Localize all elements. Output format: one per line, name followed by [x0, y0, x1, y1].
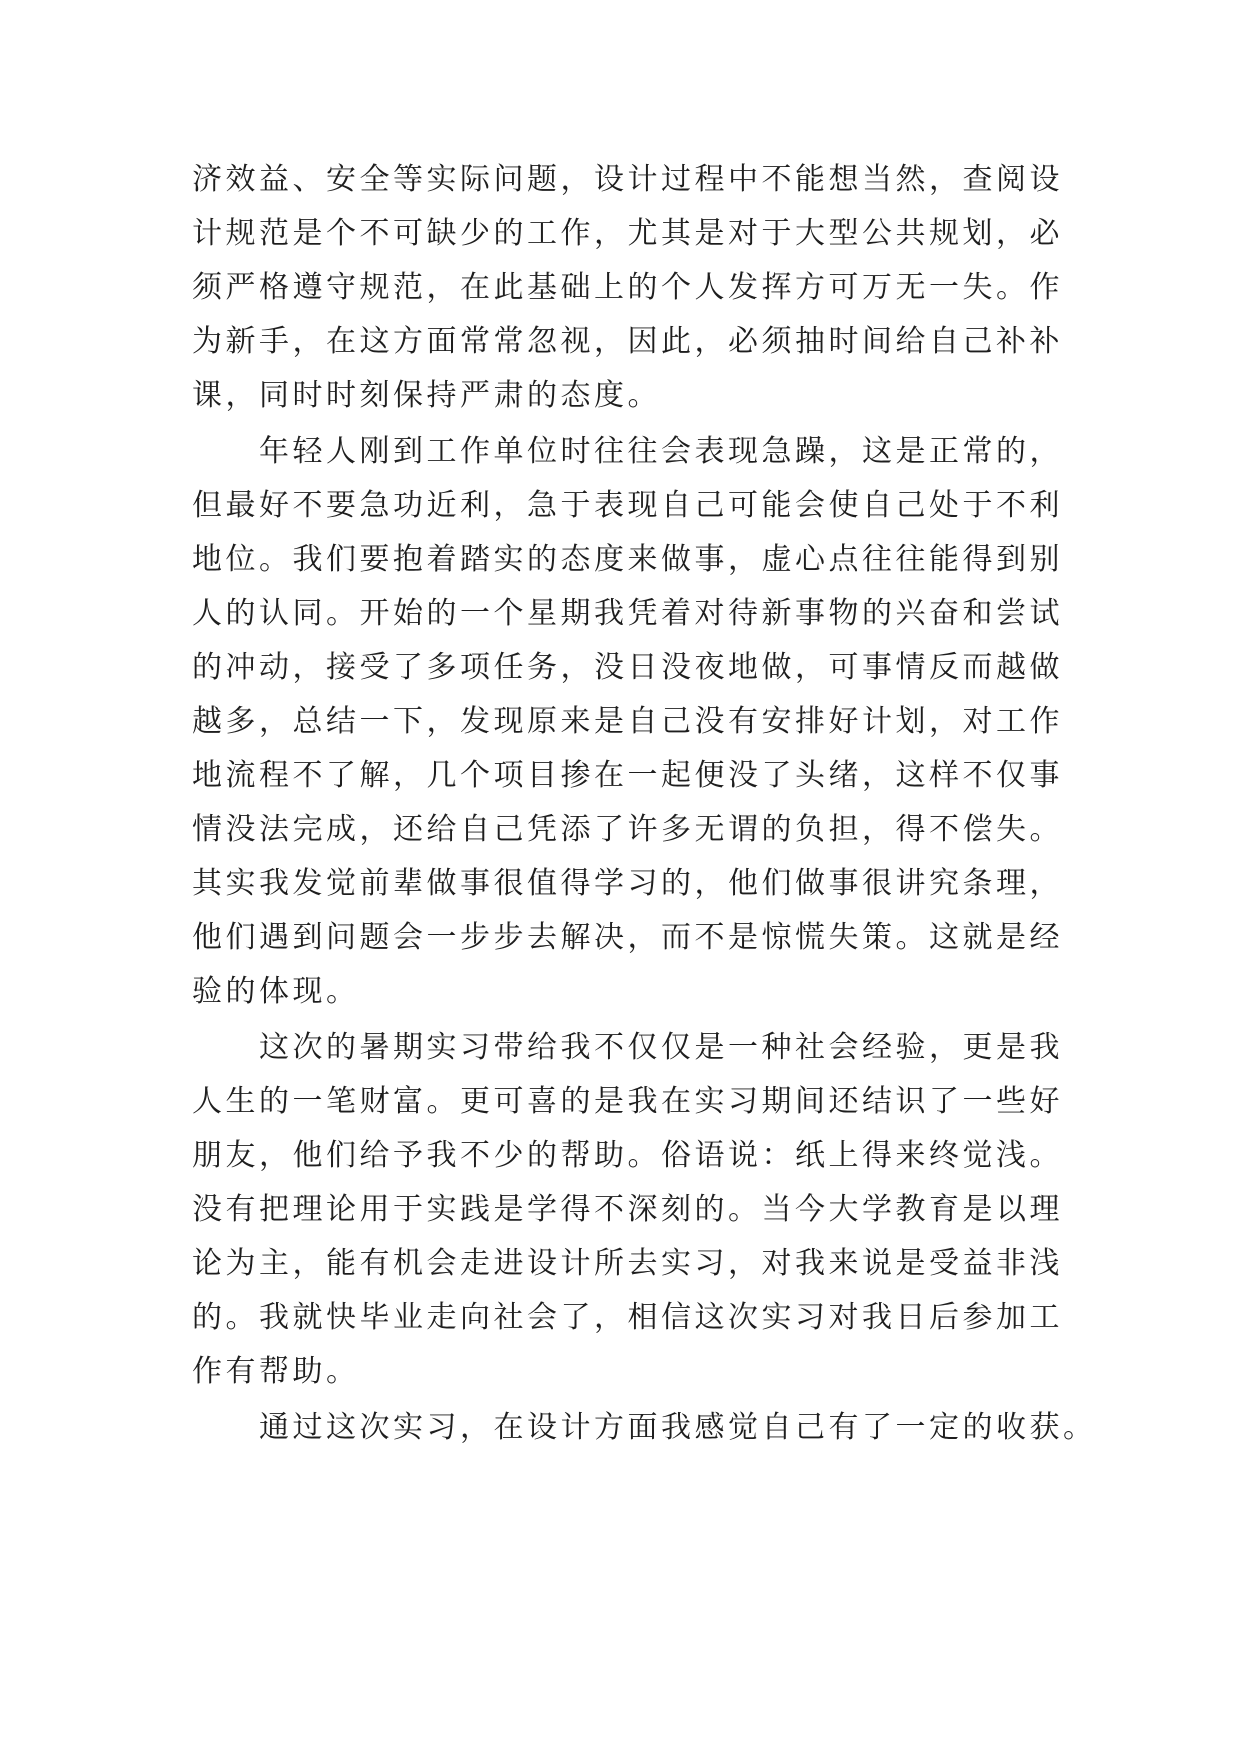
text-line: 计规范是个不可缺少的工作，尤其是对于大型公共规划，必 — [192, 216, 1063, 251]
text-line: 的。我就快毕业走向社会了，相信这次实习对我日后参加工 — [192, 1300, 1063, 1335]
text-line: 验的体现。 — [192, 974, 360, 1009]
text-line: 其实我发觉前辈做事很值得学习的，他们做事很讲究条理， — [192, 866, 1063, 901]
text-line: 他们遇到问题会一步步去解决，而不是惊慌失策。这就是经 — [192, 920, 1063, 955]
text-line: 课，同时时刻保持严肃的态度。 — [192, 378, 661, 413]
text-line: 的冲动，接受了多项任务，没日没夜地做，可事情反而越做 — [192, 650, 1063, 685]
text-line: 情没法完成，还给自己凭添了许多无谓的负担，得不偿失。 — [192, 812, 1063, 847]
text-line: 越多，总结一下，发现原来是自己没有安排好计划，对工作 — [192, 704, 1063, 739]
text-line: 通过这次实习，在设计方面我感觉自己有了一定的收获。 — [192, 1410, 1097, 1445]
text-line: 人生的一笔财富。更可喜的是我在实习期间还结识了一些好 — [192, 1084, 1063, 1119]
text-line: 济效益、安全等实际问题，设计过程中不能想当然，查阅设 — [192, 162, 1063, 197]
text-line: 年轻人刚到工作单位时往往会表现急躁，这是正常的， — [192, 434, 1063, 469]
text-line: 须严格遵守规范，在此基础上的个人发挥方可万无一失。作 — [192, 270, 1063, 305]
text-line: 地流程不了解，几个项目掺在一起便没了头绪，这样不仅事 — [192, 758, 1063, 793]
text-line: 没有把理论用于实践是学得不深刻的。当今大学教育是以理 — [192, 1192, 1063, 1227]
text-line: 朋友，他们给予我不少的帮助。俗语说：纸上得来终觉浅。 — [192, 1138, 1063, 1173]
text-line: 作有帮助。 — [192, 1354, 360, 1389]
text-line: 但最好不要急功近利，急于表现自己可能会使自己处于不利 — [192, 488, 1063, 523]
text-line: 论为主，能有机会走进设计所去实习，对我来说是受益非浅 — [192, 1246, 1063, 1281]
text-line: 人的认同。开始的一个星期我凭着对待新事物的兴奋和尝试 — [192, 596, 1063, 631]
text-line: 地位。我们要抱着踏实的态度来做事，虚心点往往能得到别 — [192, 542, 1063, 577]
text-line: 这次的暑期实习带给我不仅仅是一种社会经验，更是我 — [192, 1030, 1063, 1065]
text-line: 为新手，在这方面常常忽视，因此，必须抽时间给自己补补 — [192, 324, 1063, 359]
